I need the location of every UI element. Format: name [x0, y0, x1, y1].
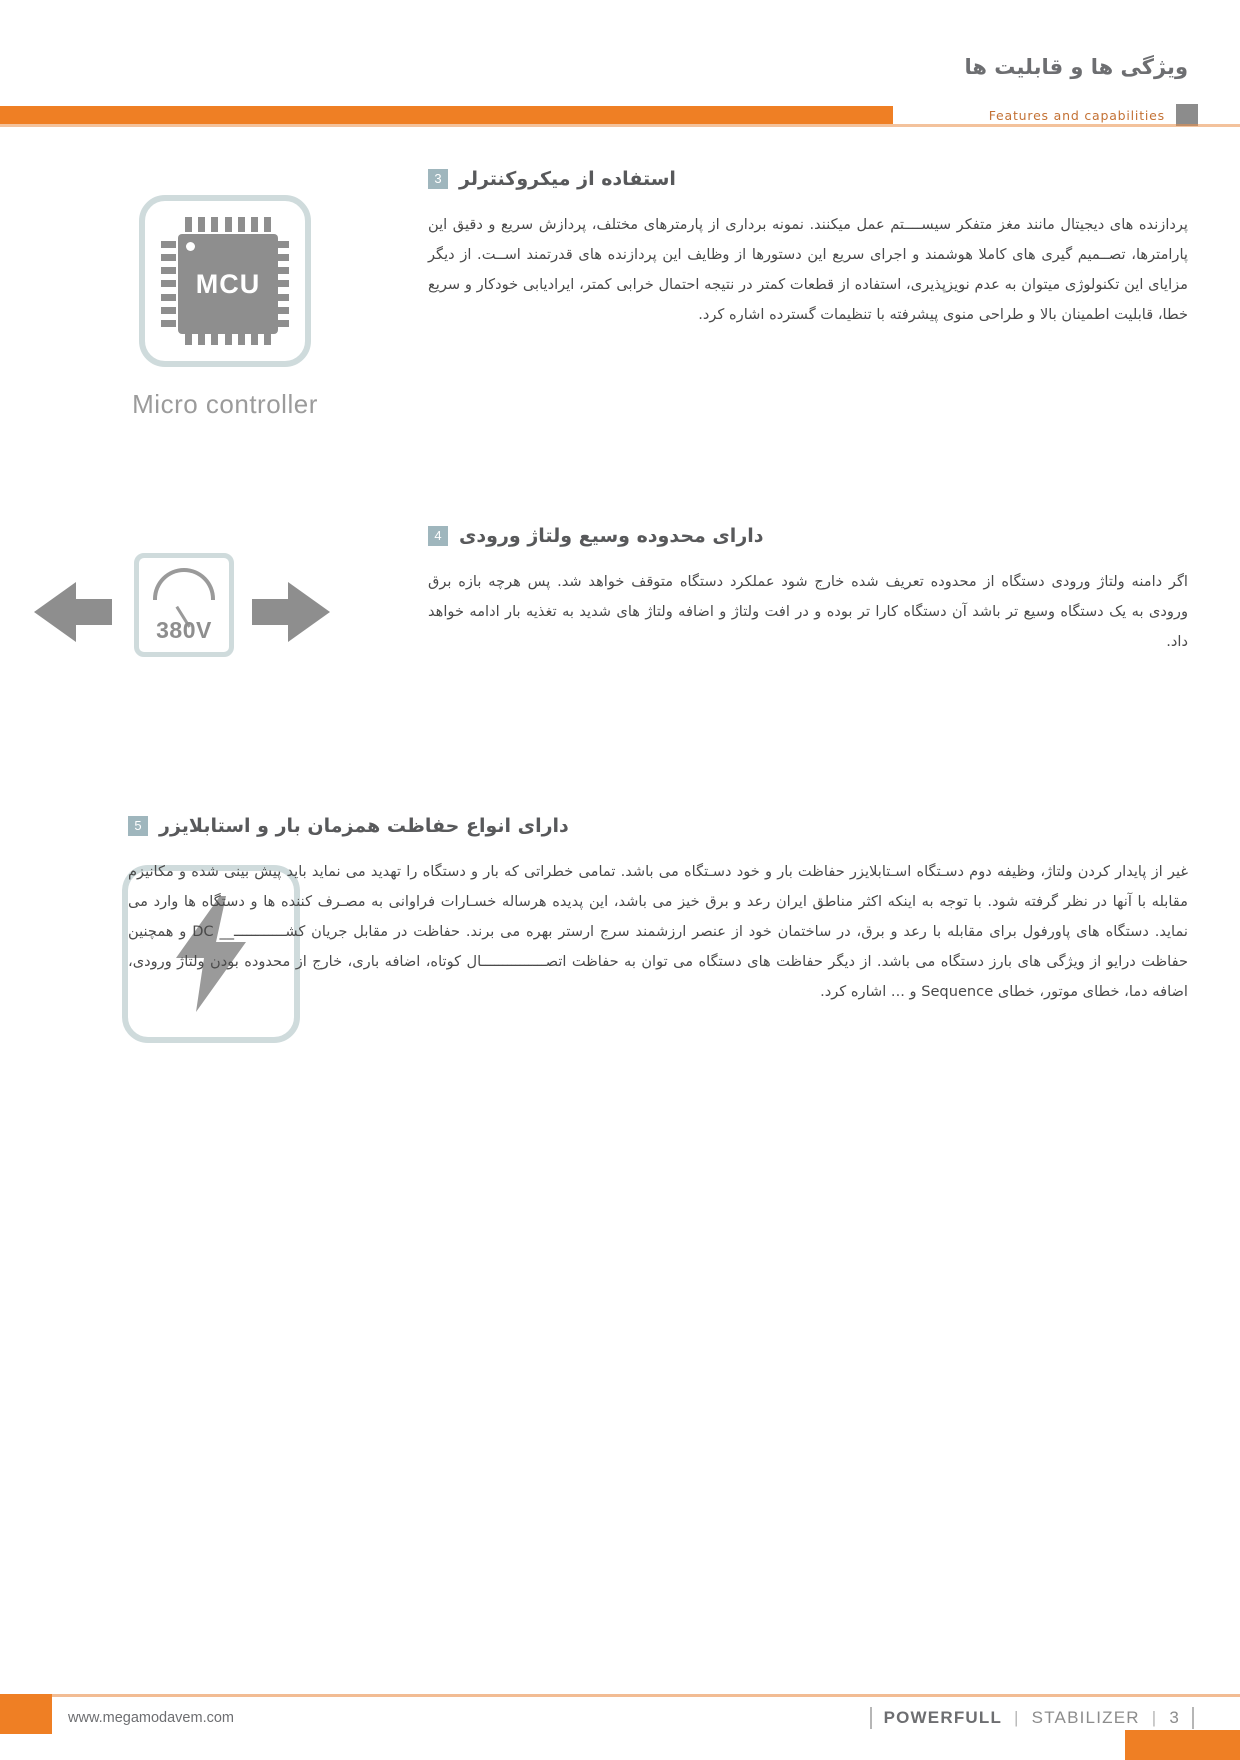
- gauge-icon: [153, 568, 215, 600]
- section-body-text: پردازنده های دیجیتال مانند مغز متفکر سیســــتم عمل میکنند. نمونه برداری از پارمترهای مختلف، پردازش سریع و دقیق این پارامترها، تصــمیم گیری های کاملا هوشمند و اجرای سریع این دستورها از وظایف این پردازنده های قدرتمند اســت. از دیگر مزایای این تکنولوژی میتوان به عدم نویزپذیری، استفاده از قطعات کمتر در نتیجه احتمال خرابی کمتر، ایرادیابی خودکار و سریع خطا، قابلیت اطمینان بالا و طراحی منوی پیشرفته با تنظیمات گسترده اشاره کرد.: [428, 216, 1188, 323]
- section-voltage-range: [428, 525, 1188, 657]
- section-heading: [128, 815, 1188, 837]
- arrow-left-icon: [34, 582, 76, 642]
- header-divider-line: [0, 124, 1240, 127]
- section-microcontroller: [428, 168, 1188, 330]
- section-title: دارای انواع حفاظت همزمان بار و استابلایزر: [159, 815, 569, 837]
- section-heading: [428, 525, 1188, 547]
- footer-website-url[interactable]: www.megamodavem.com: [68, 1710, 234, 1726]
- section-protection: [128, 815, 1188, 1007]
- footer-page-number: 3: [1169, 1708, 1180, 1727]
- header-square-marker: [1176, 104, 1198, 126]
- chip-label: MCU: [178, 234, 278, 334]
- microcontroller-icon: [85, 195, 365, 420]
- footer-orange-block-right: [1125, 1730, 1240, 1760]
- footer-tick-right: [1192, 1707, 1194, 1729]
- footer-divider-line: [0, 1694, 1240, 1697]
- header-title-en: Features and capabilities: [988, 108, 1165, 123]
- footer-tick-left: [870, 1707, 872, 1729]
- footer-separator-2: |: [1151, 1708, 1158, 1727]
- chip-orientation-dot: [186, 242, 195, 251]
- page-footer: [0, 1634, 1240, 1754]
- voltage-value-label: 380V: [156, 617, 212, 643]
- arrow-right-icon: [288, 582, 330, 642]
- arrow-shaft-right: [252, 599, 290, 625]
- arrow-shaft-left: [74, 599, 112, 625]
- section-number-badge: 3: [428, 169, 448, 189]
- header-title-fa: ویژگی ها و قابلیت ها: [964, 55, 1188, 79]
- footer-brand-block: [870, 1707, 1194, 1729]
- footer-separator-1: |: [1014, 1708, 1020, 1727]
- chip-pins-top: [185, 217, 271, 232]
- section-body-text: اگر دامنه ولتاژ ورودی دستگاه از محدوده تعریف شده خارج شود عملکرد دستگاه متوقف خواهد شد. پس هرچه بازه برق ورودی به یک دستگاه وسیع تر باشد آن دستگاه کارا تر بوده و در افت ولتاژ و اضافه ولتاژ های شدید به تغذیه بار ادامه خواهد داد.: [428, 573, 1188, 650]
- section-title: استفاده از میکروکنترلر: [459, 168, 676, 190]
- footer-brand-bold: POWERFULL: [883, 1708, 1003, 1727]
- section-number-badge: 5: [128, 816, 148, 836]
- chip-pins-left: [161, 241, 176, 327]
- microcontroller-caption: Micro controller: [132, 389, 318, 419]
- wide-voltage-range-icon: [22, 548, 342, 678]
- page-header: [0, 0, 1240, 135]
- footer-brand-light: STABILIZER: [1031, 1708, 1140, 1727]
- section-number-badge: 4: [428, 526, 448, 546]
- section-title: دارای محدوده وسیع ولتاژ ورودی: [459, 525, 764, 547]
- header-orange-bar: [0, 106, 893, 124]
- chip-card: [139, 195, 311, 367]
- section-heading: [428, 168, 1188, 190]
- voltmeter-card: [134, 553, 234, 657]
- footer-orange-block-left: [0, 1694, 52, 1734]
- section-body-text: غیر از پایدار کردن ولتاژ، وظیفه دوم دسـتگاه اسـتابلایزر حفاظت بار و خود دسـتگاه می باشد. تمامی خطراتی که بار و دستگاه را تهدید می نماید باید پیش بینی شده و مکانیزم مقابله با آنها در نظر گرفته شود. با توجه به اینکه اکثر مناطق ایران رعد و برق خیز می باشد، این پدیده هرساله خسـارات فراوانی به مصـرف کننده ها و دستگاه ها وارد می نماید. دستگاه های پاورفول برای مقابله با رعد و برق، در ساختمان خود از عنصر ارزشمند سرج ارستر بهره می برند. حفاظت در مقابل جریان کشــــــــــــ__ DC و همچنین حفاظت درایو از ویژگی های بارز دستگاه می باشد. از دیگر حفاظت های دستگاه می توان به حفاظت اتصـــــــــــــــال کوتاه، اضافه باری، خارج از محدوده بودن ولتاژ ورودی، اضافه دما، خطای موتور، خطای Sequence و ... اشاره کرد.: [128, 863, 1188, 1000]
